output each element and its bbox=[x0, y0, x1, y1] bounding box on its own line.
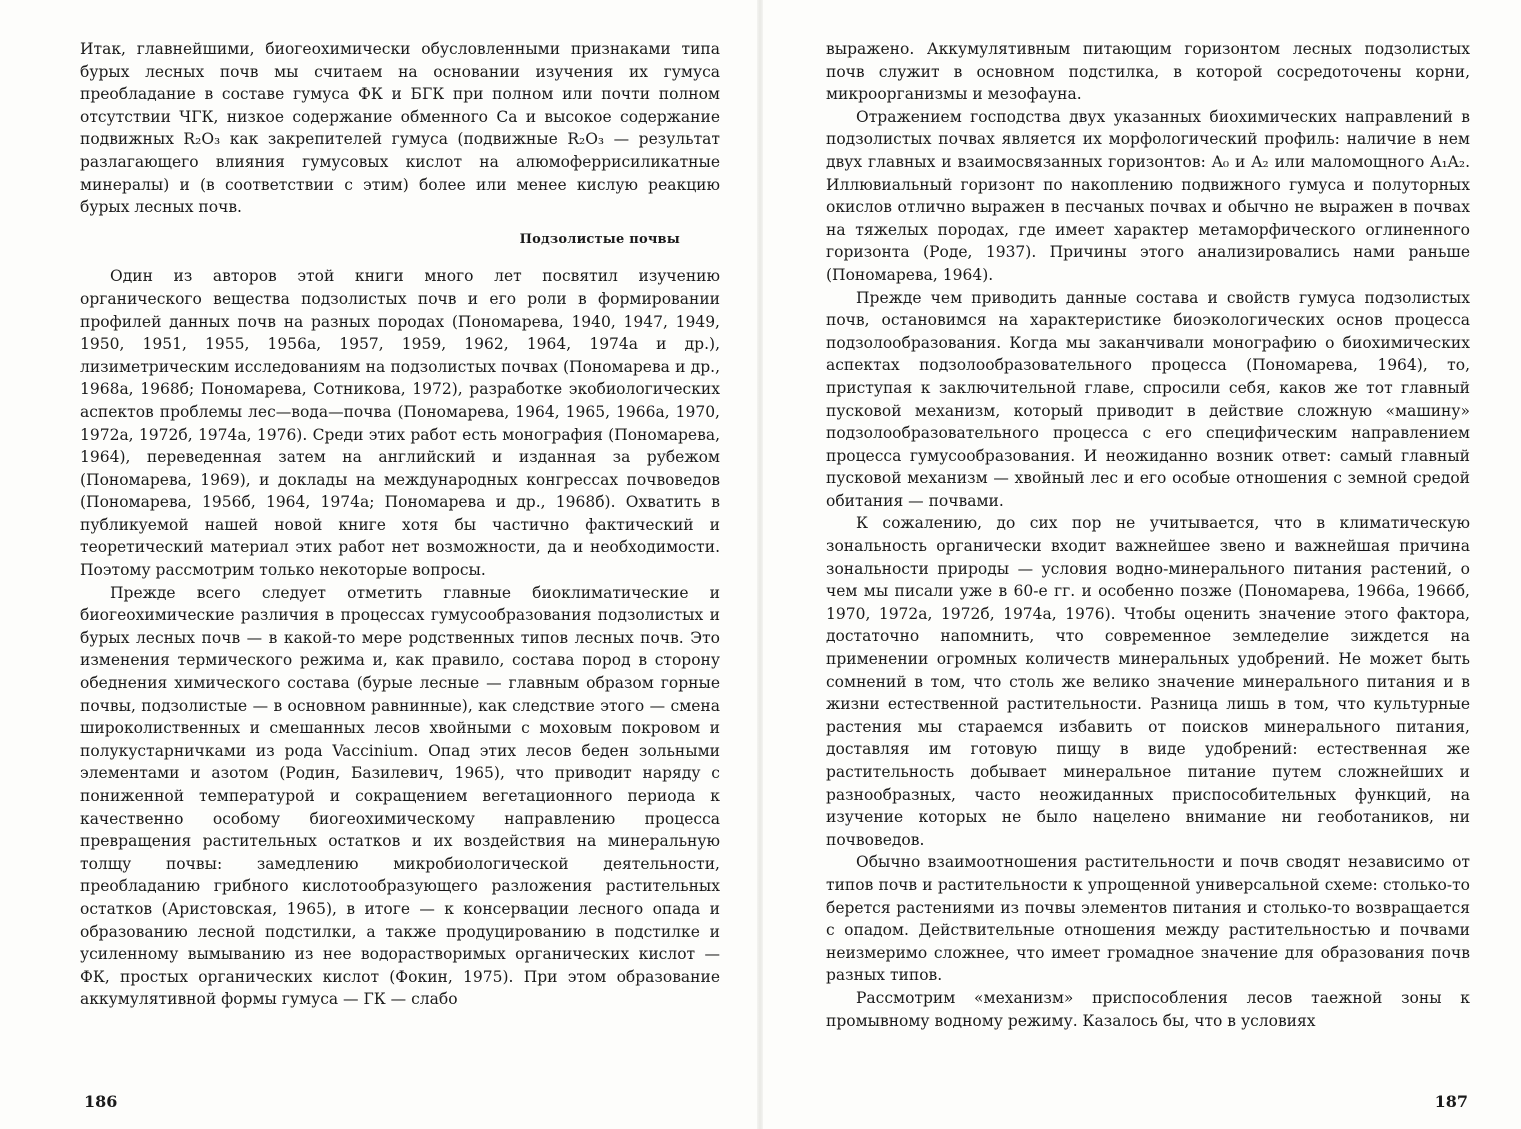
right-text-column bbox=[826, 38, 1470, 1032]
paragraph: Прежде чем приводить данные состава и свойств гумуса подзолистых почв, остановимся на характеристике биоэкологических основ процесса подзолообразования. Когда мы заканчивали монографию о биохимических аспектах подзолообразовательного процесса (Пономарева, 1964), то, приступая к заключительной главе, спросили себя, каков же тот главный пусковой механизм, который приводит в действие сложную «машину» подзолообразовательного процесса с его специфическим направлением процесса гумусообразования. И неожиданно возник ответ: самый главный пусковой механизм — хвойный лес и его особые отношения с земной средой обитания — почвами. bbox=[826, 288, 1470, 510]
paragraph: К сожалению, до сих пор не учитывается, что в климатическую зональность органически входит важнейшее звено и важнейшая причина зональности природы — условия водно-минерального питания растений, о чем мы писали уже в 60-е гг. и особенно позже (Пономарева, 1966а, 1966б, 1970, 1972а, 1972б, 1974а, 1976). Чтобы оценить значение этого фактора, достаточно напомнить, что современное земледелие зиждется на применении огромных количеств минеральных удобрений. Не может быть сомнений в том, что столь же велико значение минерального питания и в жизни естественной растительности. Разница лишь в том, что культурные растения мы стараемся избавить от поисков минерального питания, доставляя им готовую пищу в виде удобрений: естественная же растительность добывает минеральное питание путем сложнейших и разнообразных, часто неожиданных приспособительных функций, на изучение которых не было нацелено внимание ни геоботаников, ни почвоведов. bbox=[826, 514, 1470, 849]
page-number: 186 bbox=[84, 1092, 118, 1111]
paragraph: Рассмотрим «механизм» приспособления лесов таежной зоны к промывному водному режиму. Казалось бы, что в условиях bbox=[826, 988, 1470, 1030]
paragraph: Итак, главнейшими, биогеохимически обусловленными признаками типа бурых лесных почв мы считаем на основании изучения их гумуса преобладание в составе гумуса ФК и БГК при полном или почти полном отсутствии ЧГК, низкое содержание обменного Са и высокое содержание подвижных R₂O₃ как закрепителей гумуса (подвижные R₂O₃ — результат разлагающего влияния гумусовых кислот на алюмоферрисиликатные минералы) и (в соответствии с этим) более или менее кислую реакцию бурых лесных почв. bbox=[80, 40, 720, 217]
section-title: Подзолистые почвы bbox=[519, 231, 680, 247]
left-page bbox=[0, 0, 760, 1129]
paragraph: Прежде всего следует отметить главные биоклиматические и биогеохимические различия в процессах гумусообразования подзолистых и бурых лесных почв — в какой-то мере родственных типов лесных почв. Это изменения термического режима и, как правило, состава пород в сторону обеднения химического состава (бурые лесные — главным образом горные почвы, подзолистые — в основном равнинные), как следствие этого — смена широколиственных и смешанных лесов хвойными с моховым покровом и полукустарничками из рода Vaccinium. Опад этих лесов беден зольными элементами и азотом (Родин, Базилевич, 1965), что приводит наряду с пониженной температурой и сокращением вегетационного периода к качественно особому биогеохимическому направлению процесса превращения растительных остатков и их воздействия на минеральную толщу почвы: замедлению микробиологической деятельности, преобладанию грибного кислотообразующего разложения растительных остатков (Аристовская, 1965), в итоге — к консервации лесного опада и образованию лесной подстилки, а также продуцированию в подстилке и усиленному вымыванию из нее водорастворимых органических кислот — ФК, простых органических кислот (Фокин, 1975). При этом образование аккумулятивной формы гумуса — ГК — слабо bbox=[80, 583, 720, 1009]
paragraph: выражено. Аккумулятивным питающим горизонтом лесных подзолистых почв служит в основном подстилка, в которой сосредоточены корни, микроорганизмы и мезофауна. bbox=[826, 40, 1470, 104]
page-number: 187 bbox=[1434, 1092, 1468, 1111]
right-page bbox=[760, 0, 1520, 1129]
paragraph: Обычно взаимоотношения растительности и почв сводят независимо от типов почв и растительности к упрощенной универсальной схеме: столько-то берется растениями из почвы элементов питания и столько-то возвращается с опадом. Действительные отношения между растительностью и почвами неизмеримо сложнее, что имеет громадное значение для образования почв разных типов. bbox=[826, 853, 1470, 985]
paragraph: Отражением господства двух указанных биохимических направлений в подзолистых почвах является их морфологический профиль: наличие в нем двух главных и взаимосвязанных горизонтов: A₀ и A₂ или маломощного A₁A₂. Иллювиальный горизонт по накоплению подвижного гумуса и полуторных окислов отлично выражен в песчаных почвах и обычно не выражен в почвах на тяжелых породах, где имеет характер метаморфического оглиненного горизонта (Роде, 1937). Причины этого анализировались нами раньше (Пономарева, 1964). bbox=[826, 107, 1470, 284]
left-text-column bbox=[80, 38, 720, 1011]
paragraph: Один из авторов этой книги много лет посвятил изучению органического вещества подзолистых почв и его роли в формировании профилей данных почв на разных породах (Пономарева, 1940, 1947, 1949, 1950, 1951, 1955, 1956а, 1957, 1959, 1962, 1964, 1974а и др.), лизиметрическим исследованиям на подзолистых почвах (Пономарева и др., 1968а, 1968б; Пономарева, Сотникова, 1972), разработке экобиологических аспектов проблемы лес—вода—почва (Пономарева, 1964, 1965, 1966а, 1970, 1972а, 1972б, 1974а, 1976). Среди этих работ есть монография (Пономарева, 1964), переведенная затем на английский и изданная за рубежом (Пономарева, 1969), и доклады на международных конгрессах почвоведов (Пономарева, 1956б, 1964, 1974а; Пономарева и др., 1968б). Охватить в публикуемой нашей новой книге хотя бы частично фактический и теоретический материал этих работ нет возможности, да и необходимости. Поэтому рассмотрим только некоторые вопросы. bbox=[80, 267, 720, 580]
